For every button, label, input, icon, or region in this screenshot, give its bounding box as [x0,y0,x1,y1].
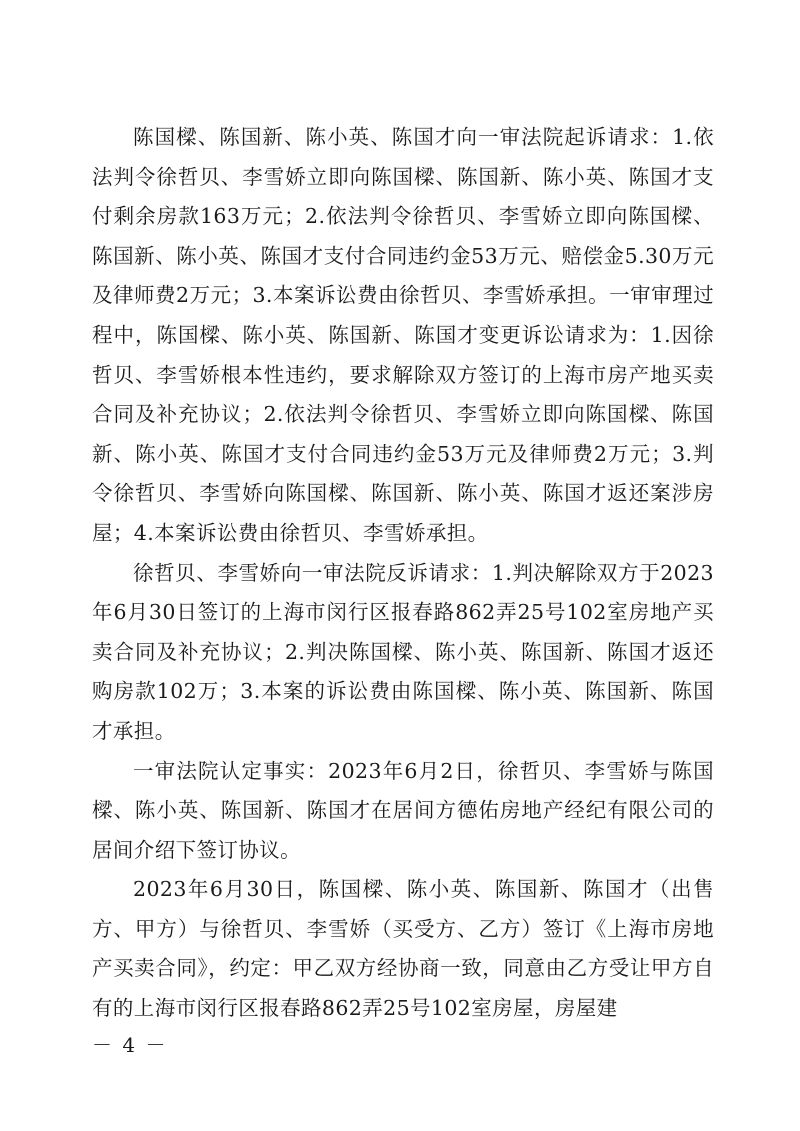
paragraph-claims: 陈国樑、陈国新、陈小英、陈国才向一审法院起诉请求：1.依法判令徐哲贝、李雪娇立即向陈国樑、陈国新、陈小英、陈国才支付剩余房款163万元；2.依法判令徐哲贝、李雪娇立即向陈国樑、陈国新、陈小英、陈国才支付合同违约金53万元、赔偿金5.30万元及律师费2万元；3.本案诉讼费由徐哲贝、李雪娇承担。一审审理过程中，陈国樑、陈小英、陈国新、陈国才变更诉讼请求为：1.因徐哲贝、李雪娇根本性违约，要求解除双方签订的上海市房产地买卖合同及补充协议；2.依法判令徐哲贝、李雪娇立即向陈国樑、陈国新、陈小英、陈国才支付合同违约金53万元及律师费2万元；3.判令徐哲贝、李雪娇向陈国樑、陈国新、陈小英、陈国才返还案涉房屋；4.本案诉讼费由徐哲贝、李雪娇承担。 [92,125,714,545]
page-number: － 4 － [92,1033,168,1057]
paragraph-contract: 2023年6月30日，陈国樑、陈小英、陈国新、陈国才（出售方、甲方）与徐哲贝、李雪娇（买受方、乙方）签订《上海市房地产买卖合同》，约定：甲乙双方经协商一致，同意由乙方受让甲方自有的上海市闵行区报春路862弄25号102室房屋，房屋建 [92,877,714,1021]
paragraph-facts-intro: 一审法院认定事实：2023年6月2日，徐哲贝、李雪娇与陈国樑、陈小英、陈国新、陈国才在居间方德佑房地产经纪有限公司的居间介绍下签订协议。 [92,758,714,862]
document-body [92,118,714,1029]
paragraph-counterclaim: 徐哲贝、李雪娇向一审法院反诉请求：1.判决解除双方于2023年6月30日签订的上海市闵行区报春路862弄25号102室房地产买卖合同及补充协议；2.判决陈国樑、陈小英、陈国新、陈国才返还购房款102万；3.本案的诉讼费由陈国樑、陈小英、陈国新、陈国才承担。 [92,560,714,743]
